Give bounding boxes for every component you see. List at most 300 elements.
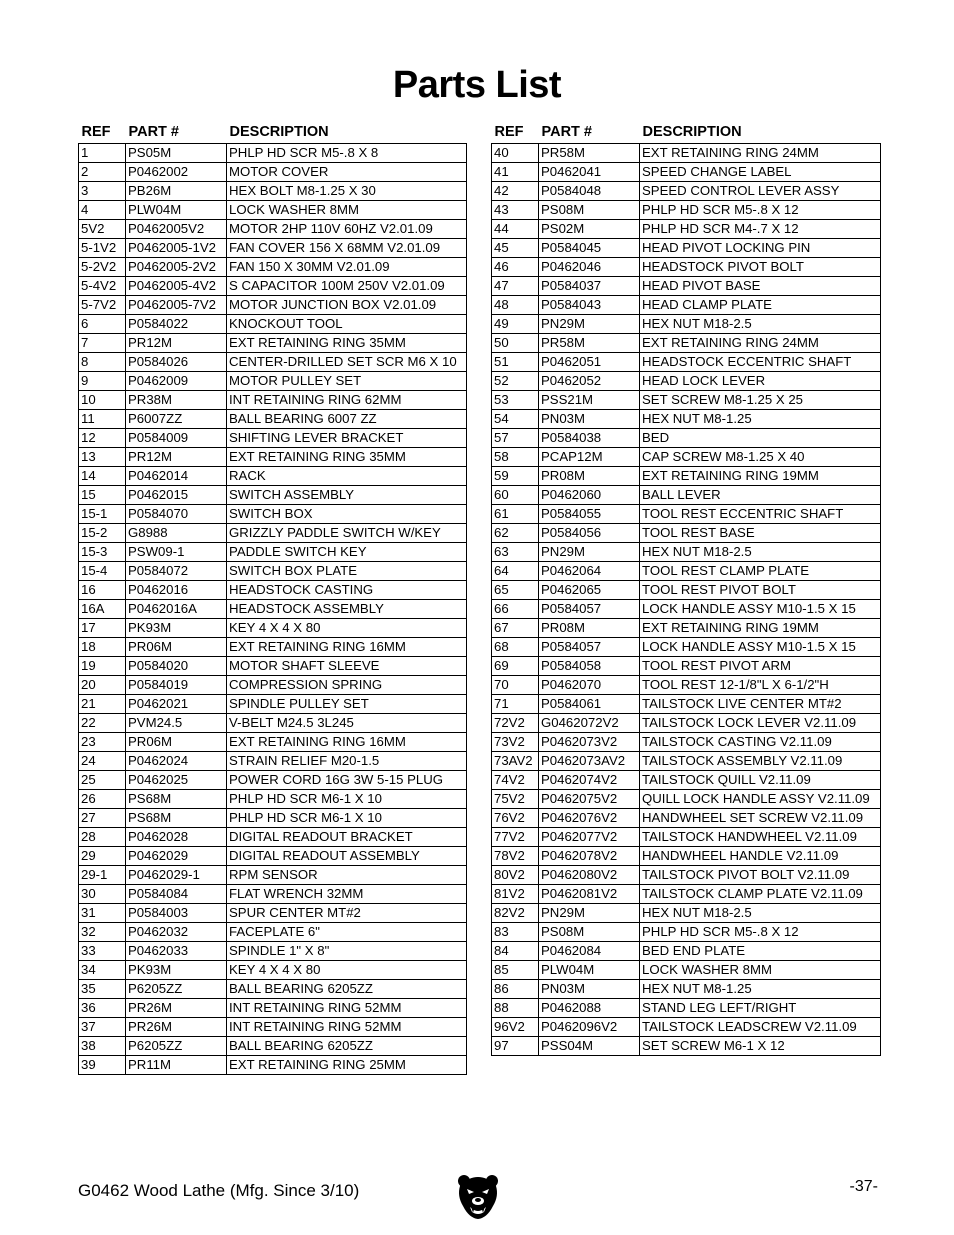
ref-cell: 49 [492,315,539,334]
part-number-cell: P0584056 [539,524,640,543]
ref-cell: 7 [79,334,126,353]
ref-cell: 29-1 [79,866,126,885]
table-row [492,999,881,1018]
table-row [492,790,881,809]
table-row [79,543,467,562]
table-row [79,885,467,904]
ref-cell: 4 [79,201,126,220]
part-number-cell: P0462029 [126,847,227,866]
table-row [492,733,881,752]
part-number-cell: P0462005-1V2 [126,239,227,258]
part-number-cell: P0462073AV2 [539,752,640,771]
ref-cell: 74V2 [492,771,539,790]
part-number-cell: PS05M [126,144,227,163]
parts-table-right-body [492,144,881,1056]
description-cell: HANDWHEEL HANDLE V2.11.09 [640,847,881,866]
ref-cell: 70 [492,676,539,695]
table-row [79,790,467,809]
table-row [492,961,881,980]
ref-cell: 2 [79,163,126,182]
part-number-cell: P0462005-4V2 [126,277,227,296]
ref-cell: 34 [79,961,126,980]
ref-cell: 88 [492,999,539,1018]
description-cell: HEADSTOCK ASSEMBLY [227,600,467,619]
part-number-cell: PR58M [539,334,640,353]
ref-cell: 33 [79,942,126,961]
table-row [492,429,881,448]
part-number-cell: P0462078V2 [539,847,640,866]
ref-cell: 31 [79,904,126,923]
table-row [492,562,881,581]
part-number-cell: P0584045 [539,239,640,258]
table-row [79,144,467,163]
table-row [79,714,467,733]
description-cell: DIGITAL READOUT BRACKET [227,828,467,847]
description-cell: PHLP HD SCR M5-.8 X 12 [640,201,881,220]
description-cell: KEY 4 X 4 X 80 [227,619,467,638]
part-number-cell: P0462096V2 [539,1018,640,1037]
table-row [492,277,881,296]
ref-cell: 54 [492,410,539,429]
ref-cell: 35 [79,980,126,999]
table-row [79,524,467,543]
page-number: -37- [849,1178,878,1195]
ref-cell: 15-1 [79,505,126,524]
ref-cell: 66 [492,600,539,619]
description-cell: HEADSTOCK PIVOT BOLT [640,258,881,277]
table-row [492,334,881,353]
table-row [492,600,881,619]
ref-cell: 14 [79,467,126,486]
ref-cell: 45 [492,239,539,258]
description-cell: SET SCREW M8-1.25 X 25 [640,391,881,410]
ref-cell: 21 [79,695,126,714]
table-row [492,144,881,163]
part-number-cell: PR26M [126,1018,227,1037]
table-row [79,809,467,828]
table-row [79,429,467,448]
part-number-cell: P0462015 [126,486,227,505]
ref-cell: 82V2 [492,904,539,923]
table-row [492,771,881,790]
description-cell: EXT RETAINING RING 25MM [227,1056,467,1075]
table-row [79,581,467,600]
description-cell: TAILSTOCK CLAMP PLATE V2.11.09 [640,885,881,904]
ref-cell: 73AV2 [492,752,539,771]
table-row [79,353,467,372]
description-cell: FAN COVER 156 X 68MM V2.01.09 [227,239,467,258]
description-cell: FLAT WRENCH 32MM [227,885,467,904]
table-row [492,581,881,600]
table-row [79,562,467,581]
ref-cell: 10 [79,391,126,410]
ref-cell: 78V2 [492,847,539,866]
description-cell: PHLP HD SCR M6-1 X 10 [227,809,467,828]
description-cell: EXT RETAINING RING 19MM [640,467,881,486]
ref-cell: 68 [492,638,539,657]
description-cell: SPINDLE 1" X 8" [227,942,467,961]
description-cell: BALL BEARING 6205ZZ [227,980,467,999]
part-number-cell: P0462065 [539,581,640,600]
part-number-cell: P0462025 [126,771,227,790]
part-number-cell: P0584072 [126,562,227,581]
part-number-cell: P0462074V2 [539,771,640,790]
table-row [79,258,467,277]
description-cell: TAILSTOCK CASTING V2.11.09 [640,733,881,752]
table-row [492,866,881,885]
table-row [79,1018,467,1037]
part-number-cell: P0462016 [126,581,227,600]
description-cell: DIGITAL READOUT ASSEMBLY [227,847,467,866]
ref-cell: 30 [79,885,126,904]
description-cell: BED END PLATE [640,942,881,961]
part-number-cell: PN03M [539,980,640,999]
table-row [492,201,881,220]
table-row [492,410,881,429]
ref-header: REF [494,124,524,140]
description-cell: HEAD PIVOT LOCKING PIN [640,239,881,258]
description-cell: TAILSTOCK HANDWHEEL V2.11.09 [640,828,881,847]
ref-cell: 5-2V2 [79,258,126,277]
table-row [79,448,467,467]
part-number-cell: P0584048 [539,182,640,201]
part-number-cell: P0462029-1 [126,866,227,885]
table-row [492,220,881,239]
table-row [79,315,467,334]
description-cell: INT RETAINING RING 62MM [227,391,467,410]
part-number-cell: PR38M [126,391,227,410]
ref-cell: 50 [492,334,539,353]
ref-cell: 36 [79,999,126,1018]
part-number-cell: PN29M [539,904,640,923]
part-number-cell: PSW09-1 [126,543,227,562]
ref-cell: 40 [492,144,539,163]
part-number-cell: P0462076V2 [539,809,640,828]
table-row [492,1037,881,1056]
part-number-cell: PR08M [539,619,640,638]
ref-cell: 64 [492,562,539,581]
part-number-cell: P0462033 [126,942,227,961]
description-cell: SPUR CENTER MT#2 [227,904,467,923]
table-row [492,980,881,999]
description-cell: COMPRESSION SPRING [227,676,467,695]
description-cell: HEAD PIVOT BASE [640,277,881,296]
ref-cell: 15-3 [79,543,126,562]
ref-cell: 76V2 [492,809,539,828]
part-number-cell: P0584038 [539,429,640,448]
description-cell: HEAD CLAMP PLATE [640,296,881,315]
part-number-cell: P0462070 [539,676,640,695]
part-number-cell: P0584009 [126,429,227,448]
table-row [492,239,881,258]
description-cell: TOOL REST BASE [640,524,881,543]
part-number-cell: PVM24.5 [126,714,227,733]
table-row [492,942,881,961]
ref-cell: 28 [79,828,126,847]
description-cell: EXT RETAINING RING 24MM [640,334,881,353]
ref-cell: 46 [492,258,539,277]
table-row [492,847,881,866]
table-row [79,771,467,790]
description-cell: FACEPLATE 6" [227,923,467,942]
table-row [79,505,467,524]
table-row [79,467,467,486]
table-row [492,448,881,467]
part-number-cell: PB26M [126,182,227,201]
table-row [492,353,881,372]
part-number-cell: P0462080V2 [539,866,640,885]
table-row [79,277,467,296]
description-cell: TOOL REST ECCENTRIC SHAFT [640,505,881,524]
ref-cell: 63 [492,543,539,562]
part-number-cell: PK93M [126,619,227,638]
table-row [79,201,467,220]
table-row [79,866,467,885]
description-cell: HEX NUT M18-2.5 [640,315,881,334]
part-number-cell: P0462084 [539,942,640,961]
ref-cell: 60 [492,486,539,505]
ref-cell: 5-4V2 [79,277,126,296]
description-cell: HEX NUT M18-2.5 [640,543,881,562]
ref-cell: 44 [492,220,539,239]
ref-cell: 83 [492,923,539,942]
description-cell: HEADSTOCK ECCENTRIC SHAFT [640,353,881,372]
table-row [79,391,467,410]
part-number-cell: P0584061 [539,695,640,714]
parts-table-left [78,116,467,1075]
ref-cell: 6 [79,315,126,334]
table-row [492,809,881,828]
part-number-cell: P0462077V2 [539,828,640,847]
part-number-cell: G0462072V2 [539,714,640,733]
table-row [79,847,467,866]
part-number-header: PART # [541,124,592,140]
table-row [79,828,467,847]
ref-cell: 15-4 [79,562,126,581]
description-cell: TAILSTOCK LOCK LEVER V2.11.09 [640,714,881,733]
part-number-cell: PR58M [539,144,640,163]
description-cell: POWER CORD 16G 3W 5-15 PLUG [227,771,467,790]
table-row [492,486,881,505]
description-cell: TAILSTOCK ASSEMBLY V2.11.09 [640,752,881,771]
description-cell: MOTOR JUNCTION BOX V2.01.09 [227,296,467,315]
table-row [79,733,467,752]
part-number-cell: PR06M [126,733,227,752]
description-cell: LOCK HANDLE ASSY M10-1.5 X 15 [640,638,881,657]
part-number-cell: P0584057 [539,638,640,657]
part-number-cell: PS68M [126,809,227,828]
ref-cell: 97 [492,1037,539,1056]
ref-cell: 15-2 [79,524,126,543]
description-cell: V-BELT M24.5 3L245 [227,714,467,733]
table-row [492,543,881,562]
part-number-cell: P0462088 [539,999,640,1018]
part-number-cell: P0584026 [126,353,227,372]
ref-cell: 43 [492,201,539,220]
ref-cell: 47 [492,277,539,296]
ref-cell: 18 [79,638,126,657]
table-row [492,296,881,315]
footer-model-text: G0462 Wood Lathe (Mfg. Since 3/10) [78,1181,360,1200]
ref-cell: 1 [79,144,126,163]
part-number-cell: PN29M [539,315,640,334]
table-row [79,999,467,1018]
part-number-cell: PLW04M [539,961,640,980]
description-cell: RACK [227,467,467,486]
ref-cell: 52 [492,372,539,391]
part-number-cell: PS68M [126,790,227,809]
ref-cell: 80V2 [492,866,539,885]
part-number-cell: P0462075V2 [539,790,640,809]
table-row [492,1018,881,1037]
part-number-cell: P0462028 [126,828,227,847]
description-cell: EXT RETAINING RING 24MM [640,144,881,163]
table-row [492,828,881,847]
table-row [79,619,467,638]
ref-cell: 5V2 [79,220,126,239]
table-row [79,486,467,505]
part-number-cell: P0462016A [126,600,227,619]
table-row [492,163,881,182]
part-number-cell: PSS21M [539,391,640,410]
description-cell: PADDLE SWITCH KEY [227,543,467,562]
part-number-cell: P0462064 [539,562,640,581]
part-number-cell: P6205ZZ [126,1037,227,1056]
part-number-cell: P0584055 [539,505,640,524]
table-row [492,182,881,201]
description-cell: TAILSTOCK LIVE CENTER MT#2 [640,695,881,714]
grizzly-bear-logo-icon [457,1174,499,1220]
part-number-cell: P0462005V2 [126,220,227,239]
description-cell: HEAD LOCK LEVER [640,372,881,391]
table-row [492,885,881,904]
description-cell: SPEED CONTROL LEVER ASSY [640,182,881,201]
part-number-cell: P0462081V2 [539,885,640,904]
ref-cell: 11 [79,410,126,429]
part-number-cell: P0462005-2V2 [126,258,227,277]
part-number-cell: P0584019 [126,676,227,695]
table-row [492,619,881,638]
description-cell: EXT RETAINING RING 35MM [227,448,467,467]
part-number-cell: G8988 [126,524,227,543]
description-cell: HEX NUT M18-2.5 [640,904,881,923]
table-row [492,676,881,695]
part-number-cell: P6205ZZ [126,980,227,999]
description-cell: BALL BEARING 6007 ZZ [227,410,467,429]
part-number-cell: P0462014 [126,467,227,486]
description-cell: HEX BOLT M8-1.25 X 30 [227,182,467,201]
ref-cell: 5-7V2 [79,296,126,315]
table-row [492,467,881,486]
description-cell: TOOL REST PIVOT ARM [640,657,881,676]
part-number-cell: P0462060 [539,486,640,505]
description-cell: TAILSTOCK LEADSCREW V2.11.09 [640,1018,881,1037]
ref-cell: 9 [79,372,126,391]
description-cell: EXT RETAINING RING 19MM [640,619,881,638]
ref-cell: 57 [492,429,539,448]
part-number-cell: PLW04M [126,201,227,220]
ref-cell: 51 [492,353,539,372]
ref-cell: 77V2 [492,828,539,847]
table-header-row [79,116,467,144]
part-number-cell: P0584022 [126,315,227,334]
ref-cell: 86 [492,980,539,999]
part-number-cell: P0462021 [126,695,227,714]
ref-cell: 59 [492,467,539,486]
description-cell: MOTOR 2HP 110V 60HZ V2.01.09 [227,220,467,239]
table-row [492,714,881,733]
ref-cell: 27 [79,809,126,828]
page-title: Parts List [392,64,562,106]
description-cell: SHIFTING LEVER BRACKET [227,429,467,448]
description-cell: TAILSTOCK QUILL V2.11.09 [640,771,881,790]
description-cell: LOCK WASHER 8MM [227,201,467,220]
table-row [79,182,467,201]
description-cell: MOTOR SHAFT SLEEVE [227,657,467,676]
ref-cell: 53 [492,391,539,410]
table-row [492,752,881,771]
ref-cell: 41 [492,163,539,182]
part-number-cell: P0584037 [539,277,640,296]
ref-cell: 85 [492,961,539,980]
part-number-cell: P0462009 [126,372,227,391]
part-number-header: PART # [128,124,179,140]
table-row [492,657,881,676]
description-cell: PHLP HD SCR M5-.8 X 12 [640,923,881,942]
part-number-cell: P0462032 [126,923,227,942]
table-row [79,1056,467,1075]
ref-cell: 8 [79,353,126,372]
table-row [79,296,467,315]
part-number-cell: PR06M [126,638,227,657]
description-cell: TAILSTOCK PIVOT BOLT V2.11.09 [640,866,881,885]
description-cell: QUILL LOCK HANDLE ASSY V2.11.09 [640,790,881,809]
ref-cell: 38 [79,1037,126,1056]
part-number-cell: PR12M [126,448,227,467]
part-number-cell: P0462024 [126,752,227,771]
part-number-cell: PR26M [126,999,227,1018]
table-row [79,410,467,429]
part-number-cell: P0584058 [539,657,640,676]
part-number-cell: PN29M [539,543,640,562]
ref-cell: 84 [492,942,539,961]
description-cell: KEY 4 X 4 X 80 [227,961,467,980]
table-row [492,638,881,657]
part-number-cell: P0462073V2 [539,733,640,752]
part-number-cell: PR08M [539,467,640,486]
description-cell: MOTOR PULLEY SET [227,372,467,391]
part-number-cell: PK93M [126,961,227,980]
table-row [492,524,881,543]
table-row [79,372,467,391]
ref-cell: 16A [79,600,126,619]
ref-cell: 69 [492,657,539,676]
table-row [79,961,467,980]
description-cell: STAND LEG LEFT/RIGHT [640,999,881,1018]
description-cell: S CAPACITOR 100M 250V V2.01.09 [227,277,467,296]
description-cell: LOCK HANDLE ASSY M10-1.5 X 15 [640,600,881,619]
part-number-cell: PS08M [539,923,640,942]
part-number-cell: P0584003 [126,904,227,923]
description-cell: PHLP HD SCR M4-.7 X 12 [640,220,881,239]
description-cell: TOOL REST 12-1/8"L X 6-1/2"H [640,676,881,695]
description-cell: STRAIN RELIEF M20-1.5 [227,752,467,771]
table-row [492,904,881,923]
table-row [79,676,467,695]
description-cell: EXT RETAINING RING 16MM [227,638,467,657]
ref-cell: 67 [492,619,539,638]
description-cell: INT RETAINING RING 52MM [227,1018,467,1037]
